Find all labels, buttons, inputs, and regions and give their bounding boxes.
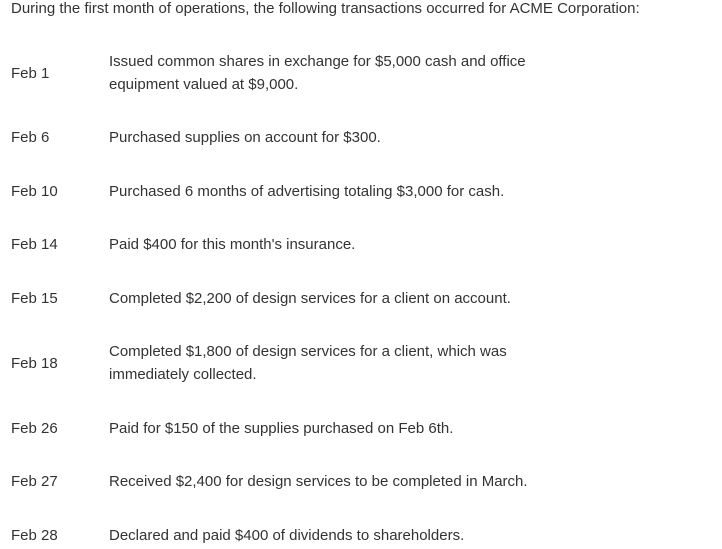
transaction-description: Purchased 6 months of advertising totaling $3,000 for cash. [109, 183, 505, 200]
transaction-description: Paid for $150 of the supplies purchased on Feb 6th. [109, 420, 454, 437]
transaction-date: Feb 15 [11, 290, 58, 307]
transaction-description: Completed $2,200 of design services for a client on account. [109, 290, 511, 307]
transaction-description: Paid $400 for this month's insurance. [109, 236, 356, 253]
transaction-date: Feb 14 [11, 236, 58, 253]
transaction-description: Completed $1,800 of design services for a client, which was immediately collected. [109, 343, 507, 383]
transaction-date: Feb 27 [11, 473, 58, 490]
transaction-date: Feb 18 [11, 355, 58, 372]
transaction-date: Feb 28 [11, 527, 58, 544]
transaction-description: Declared and paid $400 of dividends to shareholders. [109, 527, 465, 544]
transaction-description: Received $2,400 for design services to be completed in March. [109, 473, 528, 490]
transaction-date: Feb 1 [11, 65, 50, 82]
intro-text: During the first month of operations, the following transactions occurred for ACME Corporation: [11, 0, 640, 17]
transaction-date: Feb 10 [11, 183, 58, 200]
transaction-date: Feb 6 [11, 129, 50, 146]
transaction-description: Purchased supplies on account for $300. [109, 129, 381, 146]
transaction-description: Issued common shares in exchange for $5,000 cash and office equipment valued at $9,000. [109, 53, 526, 93]
transaction-date: Feb 26 [11, 420, 58, 437]
